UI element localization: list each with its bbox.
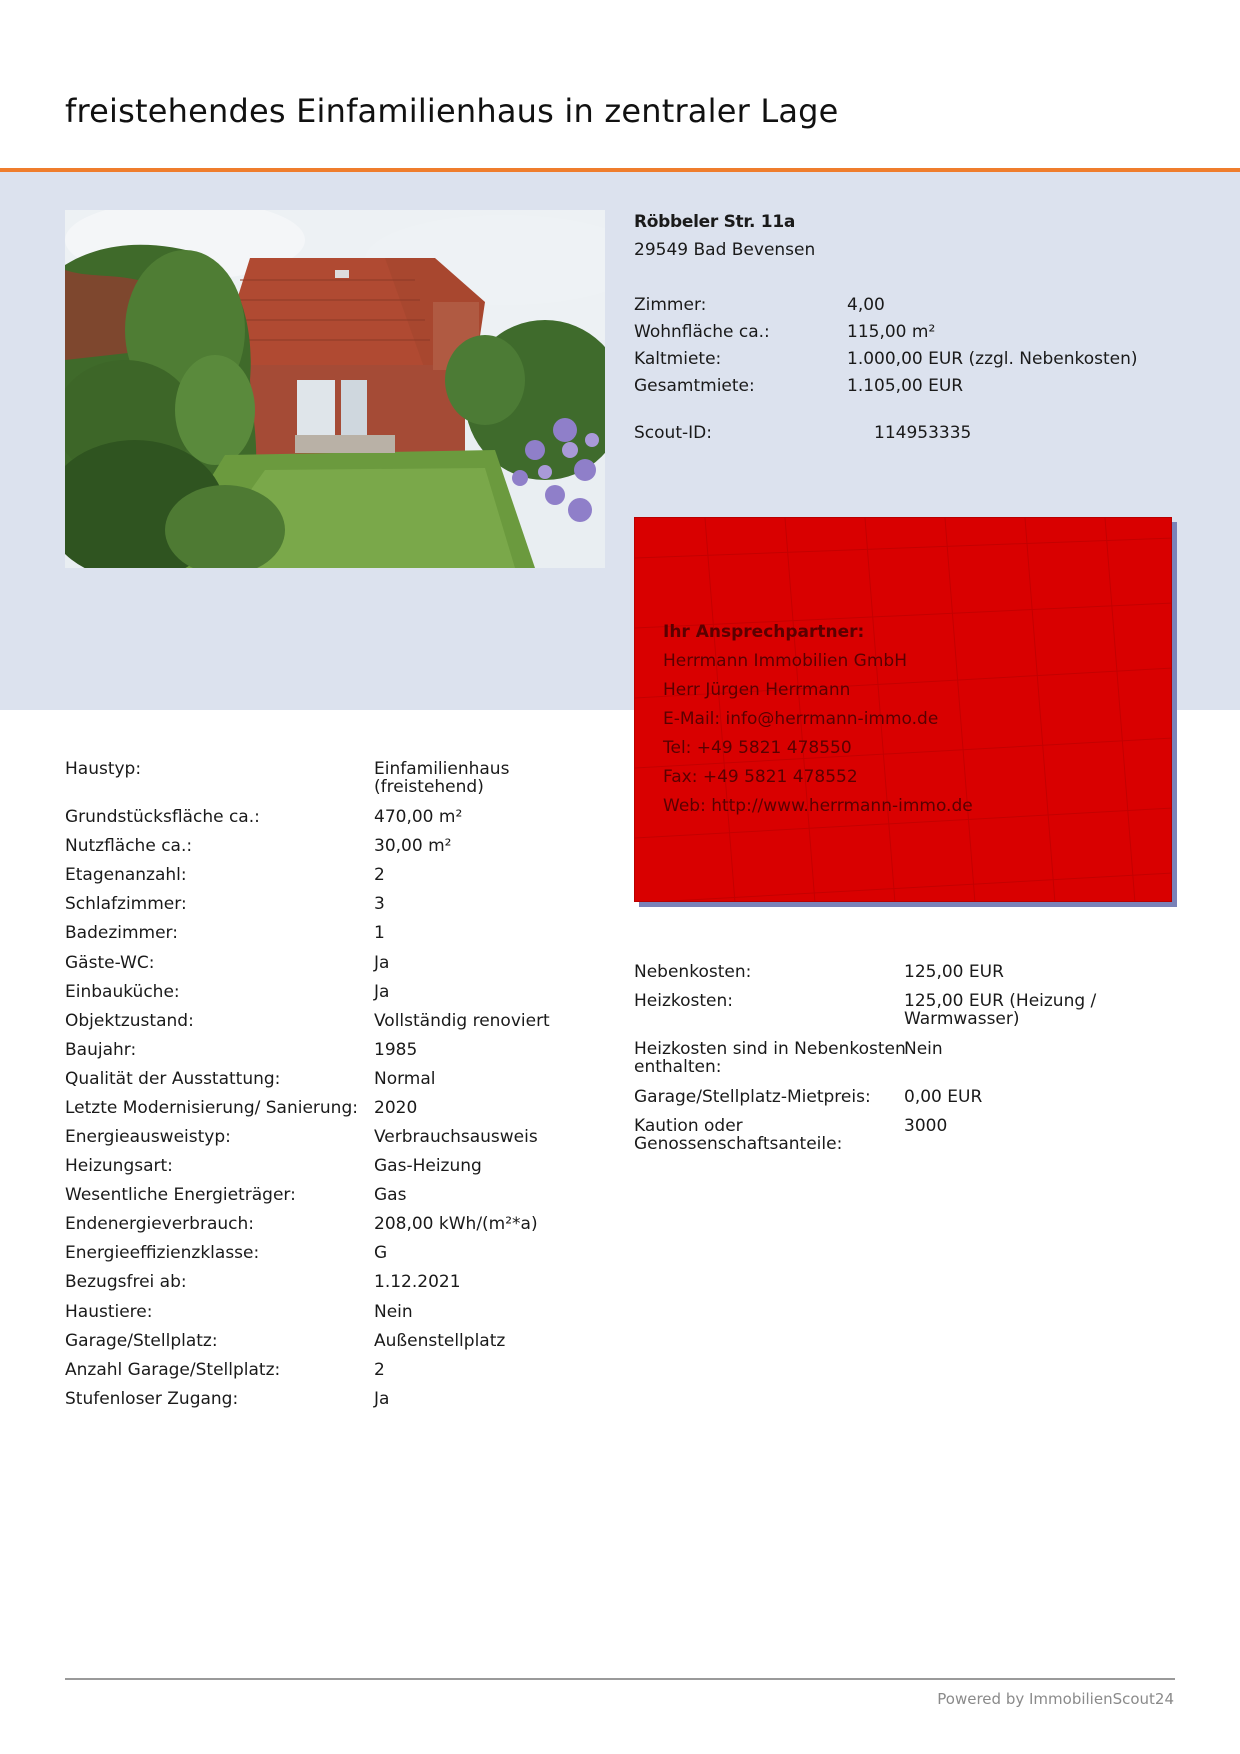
detail-value: Nein: [374, 1302, 413, 1322]
cost-label: Heizkosten:: [634, 991, 734, 1011]
detail-row: [65, 1185, 585, 1205]
key-fact-label: Zimmer:: [634, 295, 707, 315]
key-fact-value: 1.105,00 EUR: [847, 376, 964, 396]
detail-label: Bezugsfrei ab:: [65, 1272, 187, 1292]
detail-row: [65, 953, 585, 973]
detail-row: [65, 923, 585, 943]
contact-details: [663, 618, 973, 821]
detail-value: 470,00 m²: [374, 807, 463, 827]
key-fact-row: [634, 322, 1154, 342]
detail-value: Vollständig renoviert: [374, 1011, 550, 1031]
scout-id-value: 114953335: [874, 423, 972, 443]
detail-row: [65, 865, 585, 885]
contact-email-link[interactable]: E-Mail: info@herrmann-immo.de: [663, 709, 939, 729]
detail-label: Nutzfläche ca.:: [65, 836, 193, 856]
detail-row: [65, 1360, 585, 1380]
detail-value: Gas-Heizung: [374, 1156, 482, 1176]
footer-powered-by: Powered by ImmobilienScout24: [937, 1690, 1174, 1708]
key-fact-value: 1.000,00 EUR (zzgl. Nebenkosten): [847, 349, 1138, 369]
detail-value: Ja: [374, 953, 390, 973]
detail-row: [65, 1214, 585, 1234]
detail-label: Einbauküche:: [65, 982, 180, 1002]
cost-label-line: Heizkosten sind in Nebenkosten: [634, 1039, 906, 1059]
page-title: freistehendes Einfamilienhaus in zentraler Lage: [65, 92, 839, 130]
cost-value: 0,00 EUR: [904, 1087, 983, 1107]
house-photo-icon: [65, 210, 605, 568]
cost-value-line: Warmwasser): [904, 1009, 1020, 1029]
cost-row: [634, 991, 1174, 1031]
cost-label-line: Genossenschaftsanteile:: [634, 1134, 843, 1154]
detail-value: Ja: [374, 1389, 390, 1409]
detail-row: [65, 1302, 585, 1322]
detail-label: Haustiere:: [65, 1302, 153, 1322]
detail-value: Gas: [374, 1185, 407, 1205]
address-street: Röbbeler Str. 11a: [634, 212, 796, 232]
key-fact-label: Gesamtmiete:: [634, 376, 755, 396]
cost-value: [904, 991, 1096, 1029]
detail-value: 3: [374, 894, 385, 914]
detail-value: 2: [374, 1360, 385, 1380]
address-city: 29549 Bad Bevensen: [634, 240, 816, 260]
detail-value: 1.12.2021: [374, 1272, 461, 1292]
detail-label: Energieausweistyp:: [65, 1127, 231, 1147]
scout-id-label: Scout-ID:: [634, 423, 712, 443]
detail-label: Energieeffizienzklasse:: [65, 1243, 260, 1263]
detail-row: [65, 807, 585, 827]
key-fact-row: [634, 376, 1154, 396]
detail-label: Garage/Stellplatz:: [65, 1331, 218, 1351]
detail-value: G: [374, 1243, 388, 1263]
cost-row: [634, 1039, 1174, 1079]
detail-label: Qualität der Ausstattung:: [65, 1069, 281, 1089]
detail-value: Außenstellplatz: [374, 1331, 506, 1351]
cost-value: 125,00 EUR: [904, 962, 1004, 982]
detail-value-line: Einfamilienhaus: [374, 759, 510, 779]
detail-value: [374, 759, 509, 797]
detail-row: [65, 1331, 585, 1351]
detail-row: [65, 1127, 585, 1147]
detail-label: Anzahl Garage/Stellplatz:: [65, 1360, 281, 1380]
detail-label: Gäste-WC:: [65, 953, 155, 973]
detail-row: [65, 894, 585, 914]
contact-fax: Fax: +49 5821 478552: [663, 767, 858, 787]
detail-value: 1: [374, 923, 385, 943]
cost-value-line: 125,00 EUR (Heizung /: [904, 991, 1097, 1011]
detail-label: Wesentliche Energieträger:: [65, 1185, 296, 1205]
detail-value: Verbrauchsausweis: [374, 1127, 538, 1147]
detail-label: Schlafzimmer:: [65, 894, 187, 914]
detail-label: Badezimmer:: [65, 923, 178, 943]
property-photo[interactable]: [65, 210, 605, 568]
cost-label: Garage/Stellplatz-Mietpreis:: [634, 1087, 871, 1107]
detail-label: Baujahr:: [65, 1040, 137, 1060]
cost-value: Nein: [904, 1039, 943, 1059]
contact-web-link[interactable]: Web: http://www.herrmann-immo.de: [663, 796, 973, 816]
contact-heading: Ihr Ansprechpartner:: [663, 622, 865, 642]
cost-value: 3000: [904, 1116, 948, 1136]
scout-id-row: [634, 423, 1154, 443]
detail-row: [65, 759, 585, 799]
cost-label-line: Kaution oder: [634, 1116, 743, 1136]
contact-company: Herrmann Immobilien GmbH: [663, 651, 907, 671]
cost-row: [634, 1087, 1174, 1107]
cost-label: [634, 1039, 906, 1077]
detail-label: Grundstücksfläche ca.:: [65, 807, 260, 827]
key-fact-label: Kaltmiete:: [634, 349, 722, 369]
detail-row: [65, 982, 585, 1002]
cost-label-line: enthalten:: [634, 1057, 722, 1077]
detail-row: [65, 1040, 585, 1060]
detail-value-line: (freistehend): [374, 777, 484, 797]
detail-label: Objektzustand:: [65, 1011, 194, 1031]
key-fact-label: Wohnfläche ca.:: [634, 322, 770, 342]
cost-label: Nebenkosten:: [634, 962, 752, 982]
detail-label: Stufenloser Zugang:: [65, 1389, 239, 1409]
key-fact-value: 4,00: [847, 295, 885, 315]
detail-row: [65, 1272, 585, 1292]
key-fact-row: [634, 349, 1154, 369]
detail-value: 30,00 m²: [374, 836, 452, 856]
detail-row: [65, 1243, 585, 1263]
detail-label: Heizungsart:: [65, 1156, 173, 1176]
detail-row: [65, 1098, 585, 1118]
key-fact-row: [634, 295, 1154, 315]
detail-label: Haustyp:: [65, 759, 142, 779]
key-fact-value: 115,00 m²: [847, 322, 936, 342]
contact-box: [634, 517, 1172, 902]
detail-value: 208,00 kWh/(m²*a): [374, 1214, 538, 1234]
detail-row: [65, 1011, 585, 1031]
detail-label: Endenergieverbrauch:: [65, 1214, 254, 1234]
cost-row: [634, 962, 1174, 982]
detail-label: Etagenanzahl:: [65, 865, 187, 885]
detail-row: [65, 836, 585, 856]
detail-label: Letzte Modernisierung/ Sanierung:: [65, 1098, 358, 1118]
cost-row: [634, 1116, 1174, 1156]
detail-row: [65, 1069, 585, 1089]
detail-value: 2: [374, 865, 385, 885]
detail-value: 1985: [374, 1040, 418, 1060]
detail-value: Normal: [374, 1069, 436, 1089]
contact-phone[interactable]: Tel: +49 5821 478550: [663, 738, 852, 758]
footer-divider: [65, 1678, 1175, 1680]
detail-row: [65, 1389, 585, 1409]
detail-value: 2020: [374, 1098, 418, 1118]
contact-person: Herr Jürgen Herrmann: [663, 680, 851, 700]
detail-value: Ja: [374, 982, 390, 1002]
cost-label: [634, 1116, 842, 1154]
detail-row: [65, 1156, 585, 1176]
